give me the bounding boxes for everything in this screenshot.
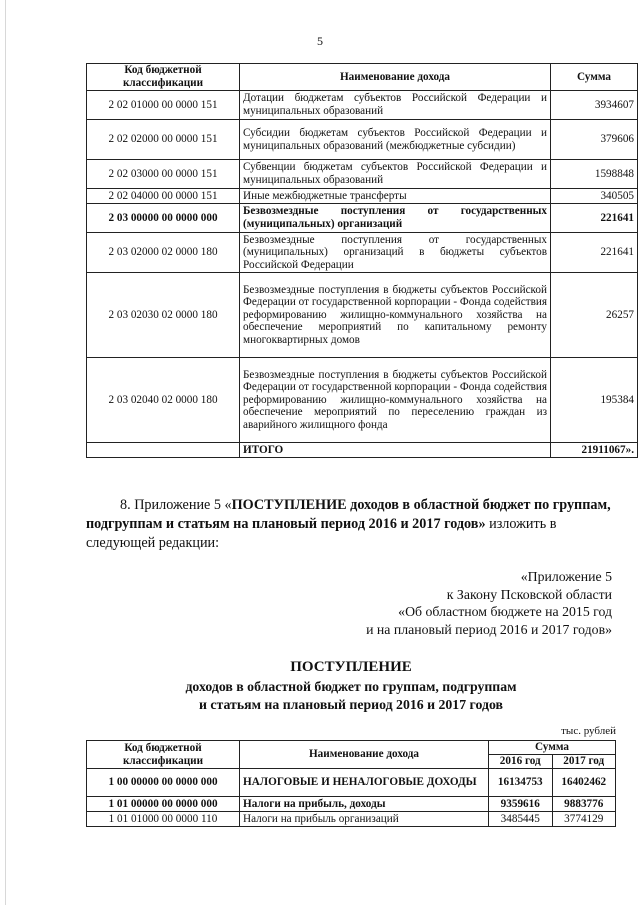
row-sum: 340505	[551, 189, 638, 204]
row-name: Иные межбюджетные трансферты	[240, 189, 551, 204]
header-code: Код бюджетной классификации	[87, 64, 240, 91]
table-row	[87, 233, 638, 273]
table-row	[87, 160, 638, 189]
row-name: Налоги на прибыль организаций	[240, 812, 489, 827]
table-row	[87, 812, 616, 827]
document-subtitle-1: доходов в областной бюджет по группам, подгруппам	[185, 679, 517, 694]
table-row	[87, 273, 638, 358]
row-code: 2 02 02000 00 0000 151	[87, 120, 240, 160]
row-sum: 26257	[551, 273, 638, 358]
t2-header-sum: Сумма	[489, 741, 616, 755]
row-code: 1 01 00000 00 0000 000	[87, 797, 240, 812]
row-value-2016: 3485445	[489, 812, 553, 827]
amendment-rest: изложить в следующей редакции:	[86, 516, 557, 551]
appendix-line-2: к Закону Псковской области	[446, 586, 612, 602]
row-name: Налоги на прибыль, доходы	[240, 797, 489, 812]
row-name: Безвозмездные поступления в бюджеты субъектов Российской Федерации от государственной корпорации - Фонда содействия реформированию жилищно-коммунального хозяйства на обеспечение мероприятий по переселению граждан из аварийного жилищного фонда	[240, 358, 551, 443]
amendment-close-quote: »	[478, 516, 486, 532]
row-value-2017: 3774129	[552, 812, 616, 827]
appendix-line-3: «Об областном бюджете на 2015 год	[398, 604, 612, 619]
row-name: НАЛОГОВЫЕ И НЕНАЛОГОВЫЕ ДОХОДЫ	[240, 769, 489, 797]
amendment-number: 8. Приложение 5 «	[120, 497, 232, 513]
row-name: Дотации бюджетам субъектов Российской Федерации и муниципальных образований	[240, 91, 551, 120]
row-sum: 1598848	[551, 160, 638, 189]
t2-header-code: Код бюджетной классификации	[87, 741, 240, 769]
row-code: 2 03 02030 02 0000 180	[87, 273, 240, 358]
row-code: 1 01 01000 00 0000 110	[87, 812, 240, 827]
units-label: тыс. рублей	[561, 725, 616, 737]
row-code: 2 02 04000 00 0000 151	[87, 189, 240, 204]
total-row	[87, 443, 638, 458]
table-row	[87, 797, 616, 812]
income-plan-table-body	[87, 769, 616, 827]
row-name: Субвенции бюджетам субъектов Российской Федерации и муниципальных образований	[240, 160, 551, 189]
row-name: Безвозмездные поступления от государственных (муниципальных) организаций	[240, 204, 551, 233]
row-code: 2 03 02040 02 0000 180	[87, 358, 240, 443]
row-sum: 221641	[551, 233, 638, 273]
total-sum: 21911067».	[551, 443, 638, 458]
row-value-2016: 9359616	[489, 797, 553, 812]
row-name: Субсидии бюджетам субъектов Российской Федерации и муниципальных образований (межбюджетные субсидии)	[240, 120, 551, 160]
t2-header-2017: 2017 год	[552, 755, 616, 769]
income-table-body	[87, 91, 638, 458]
row-value-2017: 9883776	[552, 797, 616, 812]
amendment-paragraph	[86, 496, 620, 553]
appendix-line-4: и на плановый период 2016 и 2017 годов»	[366, 621, 612, 637]
t2-header-name: Наименование дохода	[240, 741, 489, 769]
row-code: 2 03 02000 02 0000 180	[87, 233, 240, 273]
header-name: Наименование дохода	[240, 64, 551, 91]
table-row	[87, 769, 616, 797]
total-code	[87, 443, 240, 458]
row-code: 1 00 00000 00 0000 000	[87, 769, 240, 797]
income-table-continued	[86, 63, 638, 458]
row-sum: 379606	[551, 120, 638, 160]
row-sum: 221641	[551, 204, 638, 233]
appendix-line-1: «Приложение 5	[520, 569, 612, 584]
row-value-2017: 16402462	[552, 769, 616, 797]
row-sum: 3934607	[551, 91, 638, 120]
table-row	[87, 120, 638, 160]
table-row	[87, 189, 638, 204]
row-name: Безвозмездные поступления от государственных (муниципальных) организаций в бюджеты субъектов Российской Федерации	[240, 233, 551, 273]
row-code: 2 03 00000 00 0000 000	[87, 204, 240, 233]
table-row	[87, 204, 638, 233]
scan-margin-line	[5, 0, 6, 905]
row-name: Безвозмездные поступления в бюджеты субъектов Российской Федерации от государственной корпорации - Фонда содействия реформированию жилищно-коммунального хозяйства на обеспечение мероприятий по капитальному ремонту многоквартирных домов	[240, 273, 551, 358]
table-row	[87, 91, 638, 120]
amendment-appendix-title: ПОСТУПЛЕНИЕ доходов в областной бюджет по группам, подгруппам и статьям на плановый период 2016 и 2017 годов	[86, 497, 611, 532]
row-code: 2 02 03000 00 0000 151	[87, 160, 240, 189]
page-number: 5	[317, 34, 323, 48]
header-sum: Сумма	[551, 64, 638, 91]
appendix-reference	[366, 568, 612, 638]
income-plan-table	[86, 740, 616, 827]
total-label: ИТОГО	[240, 443, 551, 458]
row-sum: 195384	[551, 358, 638, 443]
table-row	[87, 358, 638, 443]
row-value-2016: 16134753	[489, 769, 553, 797]
t2-header-2016: 2016 год	[489, 755, 553, 769]
document-subtitle-2: и статьям на плановый период 2016 и 2017 годов	[199, 697, 503, 712]
row-code: 2 02 01000 00 0000 151	[87, 91, 240, 120]
document-title: ПОСТУПЛЕНИЕ	[290, 659, 412, 675]
